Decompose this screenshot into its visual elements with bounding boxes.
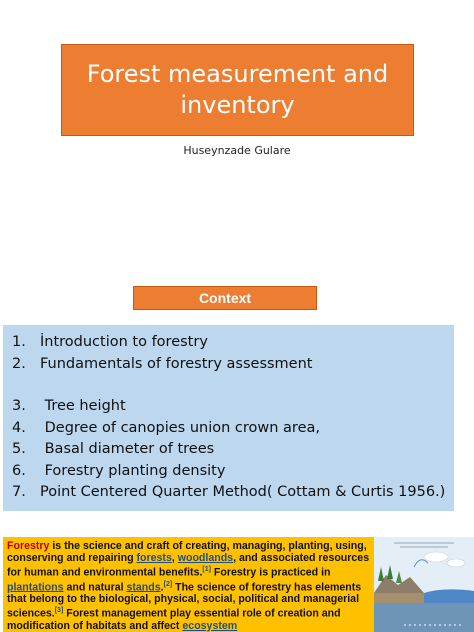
definition-text: . [160,581,164,594]
reference-link[interactable]: [3] [54,607,64,615]
cloud-icon [447,559,465,567]
list-number: 5. [12,441,26,457]
list-number: 4. [12,419,26,436]
definition-text: is the science and craft of creating, managing, planting, using, conserving and repairing [7,540,367,564]
reference-link[interactable]: [1] [202,566,211,573]
water-cycle-diagram-image [374,537,474,632]
list-text: Tree height [40,398,126,414]
keyword-forestry: Forestry [7,540,50,552]
slide-title-line-2: inventory [180,91,295,119]
author-name: Huseynzade Gulare [183,144,291,157]
list-item [12,332,454,354]
context-heading: Context [133,286,317,310]
link-forests[interactable]: forests [136,552,172,564]
definition-text: The science of forestry has elements that belong to the biological, physical, social, political and managerial sciences. [7,581,362,620]
definition-text: and natural [63,581,127,594]
link-ecosystem[interactable]: ecosystem [182,619,238,632]
link-plantations[interactable]: plantations [7,581,64,594]
definition-text: Forest management play essential role of creation and modification of habitats and affect [7,607,341,632]
contents-list [12,332,454,504]
water-body [424,589,474,603]
list-text: Basal diameter of trees [40,441,215,457]
definition-text: , [171,552,178,564]
definition-text: Forestry is practiced in [210,566,331,579]
link-stands[interactable]: stands [126,581,161,594]
list-item [12,396,454,418]
title-banner [61,44,414,136]
contents-list-panel [3,325,454,511]
list-text: Forestry planting density [40,462,226,479]
cloud-icon [424,552,448,562]
list-item [12,354,454,376]
list-item [12,418,454,440]
list-number: 2. [12,355,26,372]
slide-title [87,59,389,121]
list-text: Fundamentals of forestry assessment [40,355,313,372]
list-item [12,461,454,483]
list-text: İntroduction to forestry [40,334,208,350]
slide-title-line-1: Forest measurement and [86,60,389,88]
list-item [12,439,454,461]
list-item [12,482,454,504]
forestry-definition-panel [3,537,374,632]
list-number: 3. [12,398,26,414]
groundwater-layer [374,603,474,632]
list-text: Degree of canopies union crown area, [40,419,320,436]
list-number: 6. [12,462,26,479]
list-number: 7. [12,484,26,500]
list-number: 1. [12,334,26,350]
forestry-definition [7,540,371,632]
reference-link[interactable]: [2] [163,580,173,588]
water-cycle-illustration [374,537,474,632]
link-woodlands[interactable]: woodlands [177,552,234,564]
list-text: Point Centered Quarter Method( Cottam & Curtis 1956.) [40,484,446,500]
definition-text: , and associated resources for human and environmental benefits. [7,552,370,579]
